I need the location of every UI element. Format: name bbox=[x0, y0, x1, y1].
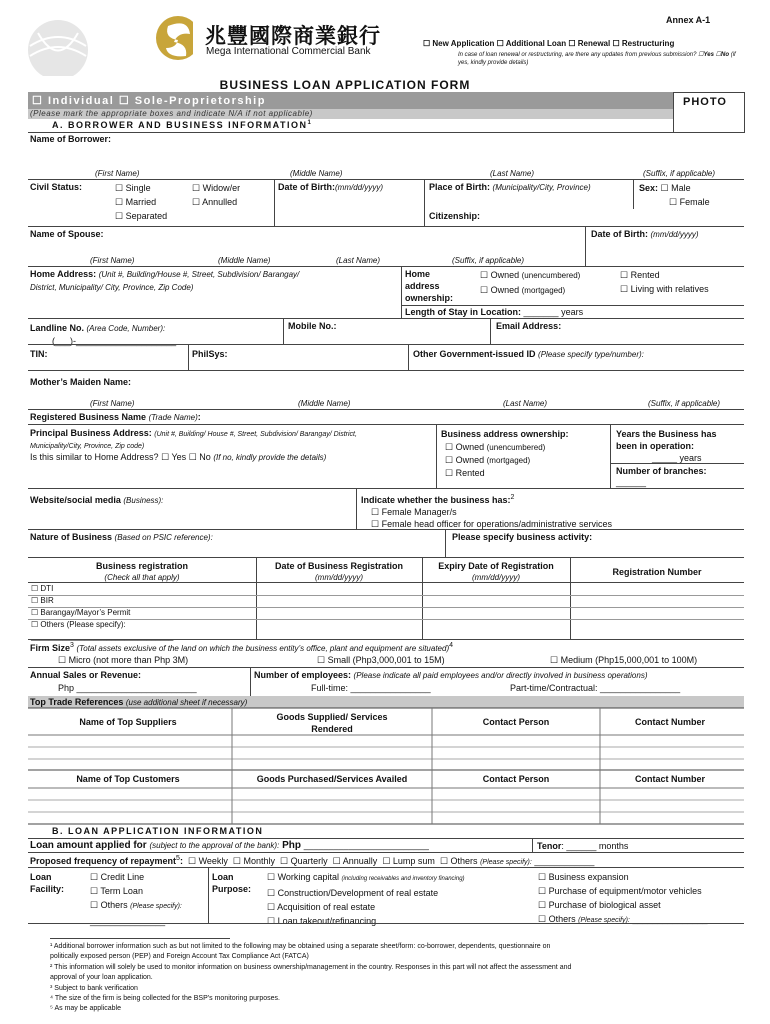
new-application-label: New Application bbox=[432, 39, 495, 48]
small-label: Small (Php3,000,001 to 15M) bbox=[327, 655, 445, 665]
loan-amount-blank[interactable]: _________________________ bbox=[303, 840, 429, 850]
no-label: No bbox=[721, 52, 730, 58]
owned-label: Owned bbox=[490, 270, 520, 280]
loan-amount-note: (subject to the approval of the bank): bbox=[149, 841, 280, 850]
tenor-field bbox=[537, 841, 628, 851]
pob-format: (Municipality/City, Province) bbox=[492, 183, 591, 192]
home-own-2: address bbox=[405, 281, 440, 291]
years-op-blank[interactable]: _____ bbox=[652, 453, 678, 463]
credit-line-label: Credit Line bbox=[100, 872, 145, 882]
goods-supplied-1: Goods Supplied/ Services bbox=[276, 712, 388, 722]
renewal-label: Renewal bbox=[577, 39, 611, 48]
date-reg-label: Date of Business Registration bbox=[274, 561, 404, 571]
purpose-others-blank[interactable]: _______________ bbox=[632, 914, 708, 924]
restructuring-label: Restructuring bbox=[621, 39, 675, 48]
years-op-label-2: been in operation: bbox=[616, 441, 695, 451]
other-id-label: Other Government-issued ID bbox=[413, 349, 536, 359]
purpose-label-2: Purpose: bbox=[212, 884, 252, 894]
rented-label: Rented bbox=[455, 468, 485, 478]
facility-others-note: (Please specify): bbox=[130, 903, 182, 910]
female-label: Female bbox=[679, 197, 710, 207]
freq-others: Others bbox=[450, 856, 478, 866]
mother-middle-caption: (Middle Name) bbox=[298, 399, 351, 408]
email-label: Email Address: bbox=[496, 321, 562, 331]
spouse-suffix-caption: (Suffix, if applicable) bbox=[452, 256, 525, 265]
tenor-label: Tenor bbox=[537, 841, 562, 851]
checkbox[interactable] bbox=[90, 900, 98, 910]
suffix-caption: (Suffix, if applicable) bbox=[643, 169, 716, 178]
footnotes bbox=[50, 942, 750, 1015]
facility-label-1: Loan bbox=[30, 872, 52, 882]
footnote-5: ⁵ As may be applicable bbox=[50, 1005, 121, 1013]
website-note: (Business): bbox=[123, 496, 164, 505]
facility-others[interactable] bbox=[90, 898, 182, 914]
footnote-2b: approval of your loan application. bbox=[50, 974, 153, 982]
dob-label: Date of Birth: bbox=[278, 182, 335, 192]
owned-note: (unencumbered) bbox=[486, 443, 546, 452]
footnote-4: ⁴ The size of the firm is being collected for the BSP’s monitoring purposes. bbox=[50, 995, 280, 1003]
dob-format: (mm/dd/yyyy) bbox=[335, 183, 383, 192]
owned-note: (unencumbered) bbox=[521, 271, 581, 280]
acquisition-label: Acquisition of real estate bbox=[277, 902, 376, 912]
length-stay-label: Length of Stay in Location: bbox=[405, 307, 521, 317]
contact-number-col-2: Contact Number bbox=[634, 774, 705, 784]
footnote-2: ² This information will solely be used to monitor information on business ownership/management in the country. Responses in this part will not affect the assessment and bbox=[50, 963, 572, 971]
sex-label: Sex: bbox=[639, 183, 659, 193]
female-mgr-label: Female Manager/s bbox=[381, 507, 457, 517]
business-ownership-label: Business address ownership: bbox=[441, 429, 569, 439]
home-own-3: ownership: bbox=[405, 293, 454, 303]
section-b-heading: B. LOAN APPLICATION INFORMATION bbox=[52, 826, 264, 836]
purpose-label-1: Loan bbox=[212, 872, 234, 882]
rule bbox=[28, 867, 744, 868]
spouse-dob-label: Date of Birth: bbox=[591, 229, 648, 239]
rule bbox=[28, 838, 744, 839]
reg-num-header: Registration Number bbox=[612, 567, 702, 577]
reg-name-label: Registered Business Name bbox=[30, 412, 147, 422]
trade-refs-label: Top Trade References bbox=[30, 697, 124, 707]
freq-annually: Annually bbox=[342, 856, 378, 866]
checkbox[interactable] bbox=[233, 856, 241, 866]
no-label: No bbox=[199, 452, 211, 462]
facility-others-label: Others bbox=[100, 900, 128, 910]
owned-label: Owned bbox=[455, 442, 485, 452]
purpose-acquisition[interactable] bbox=[267, 900, 465, 914]
years-label: years bbox=[679, 453, 702, 463]
spouse-first-caption: (First Name) bbox=[90, 256, 135, 265]
loan-amount-field bbox=[30, 840, 429, 851]
php-blank[interactable]: ________________________ bbox=[76, 683, 197, 693]
spouse-dob-format: (mm/dd/yyyy) bbox=[650, 230, 699, 239]
reg-item-label: BIR bbox=[40, 596, 54, 605]
form-title: BUSINESS LOAN APPLICATION FORM bbox=[219, 78, 471, 92]
firm-size-sup-2: 4 bbox=[449, 642, 454, 649]
rented-label: Rented bbox=[630, 270, 660, 280]
checkbox[interactable] bbox=[538, 872, 546, 882]
photo-label: PHOTO bbox=[683, 96, 727, 108]
loan-purpose-label bbox=[212, 871, 251, 895]
takeout-label: Loan takeout/refinancing bbox=[277, 916, 377, 926]
checkbox[interactable] bbox=[382, 856, 390, 866]
purpose-options-right bbox=[538, 870, 707, 928]
purpose-others-note: (Please specify): bbox=[578, 917, 630, 924]
working-capital-note: (including receivables and inventory financing) bbox=[341, 876, 465, 882]
footnote-1: ¹ Additional borrower information such as but not limited to the following may be obtained using a separate sheet/form: co-borrower, dependents, questionnaire on bbox=[50, 943, 551, 950]
goods-purchased-col: Goods Purchased/Services Availed bbox=[256, 774, 408, 784]
purpose-working-capital[interactable] bbox=[267, 870, 465, 886]
checkbox[interactable] bbox=[90, 886, 98, 896]
facility-options bbox=[90, 870, 182, 928]
branches-blank[interactable]: ______ bbox=[616, 477, 647, 487]
loan-facility-label bbox=[30, 871, 64, 895]
customers-col: Name of Top Customers bbox=[76, 774, 180, 784]
activity-label: Please specify business activity: bbox=[452, 532, 593, 542]
months-label: months bbox=[598, 841, 629, 851]
landline-label: Landline No. bbox=[30, 323, 84, 333]
no-note: (If no, kindly provide the details) bbox=[213, 453, 327, 462]
medium-label: Medium (Php15,000,001 to 100M) bbox=[560, 655, 698, 665]
checkbox[interactable] bbox=[538, 900, 546, 910]
middle-name-caption: (Middle Name) bbox=[290, 169, 343, 178]
purpose-expansion[interactable] bbox=[538, 870, 707, 884]
checkbox[interactable] bbox=[267, 916, 275, 926]
length-stay-blank[interactable]: _______ bbox=[523, 307, 559, 317]
divider bbox=[532, 838, 533, 852]
biological-label: Purchase of biological asset bbox=[548, 900, 661, 910]
mark-note: (Please mark the appropriate boxes and indicate N/A if not applicable) bbox=[30, 109, 313, 118]
trade-name-note: (Trade Name) bbox=[148, 413, 198, 422]
checkbox[interactable] bbox=[280, 856, 288, 866]
freq-lump-sum: Lump sum bbox=[392, 856, 435, 866]
facility-label-2: Facility: bbox=[30, 884, 65, 894]
nature-note: (Based on PSIC reference): bbox=[114, 533, 213, 542]
contact-person-col: Contact Person bbox=[482, 717, 550, 727]
branches-label: Number of branches: bbox=[616, 466, 707, 476]
loan-amount-label: Loan amount applied for bbox=[30, 840, 147, 851]
individual-label: Individual bbox=[47, 95, 115, 107]
mother-last-caption: (Last Name) bbox=[503, 399, 548, 408]
freq-monthly: Monthly bbox=[243, 856, 276, 866]
tin-label: TIN: bbox=[30, 349, 48, 359]
repayment-freq-field: Proposed frequency of repayment$^5$: ☐ Weekly ☐ Monthly ☐ Quarterly ☐ Annually ☐ Lump sum ☐ Others (Please specify): ____________ bbox=[30, 855, 594, 867]
section-a-sup: 1 bbox=[307, 120, 313, 126]
annulled-label: Annulled bbox=[202, 197, 238, 207]
date-reg-format: (mm/dd/yyyy) bbox=[315, 573, 363, 582]
home-address-format-2: District, Municipality/ City, Province, Zip Code) bbox=[30, 283, 194, 292]
divider bbox=[208, 867, 209, 923]
part-time-label: Part-time/Contractual: bbox=[510, 683, 598, 693]
section-a-text: A. BORROWER AND BUSINESS INFORMATION bbox=[52, 120, 308, 130]
widow-label: Widow/er bbox=[202, 183, 241, 193]
purpose-construction[interactable] bbox=[267, 886, 465, 900]
renewal-note-text: In case of loan renewal or restructuring, are there any updates from previous submission? bbox=[458, 52, 697, 58]
purpose-equipment[interactable] bbox=[538, 884, 707, 898]
male-label: Male bbox=[671, 183, 691, 193]
full-time-label: Full-time: bbox=[311, 683, 349, 693]
home-own-1: Home bbox=[405, 269, 431, 279]
facility-others-blank[interactable]: _______________ bbox=[90, 916, 166, 926]
reg-item-label: Barangay/Mayor’s Permit bbox=[40, 608, 131, 617]
micro-label: Micro (not more than Php 3M) bbox=[68, 655, 189, 665]
full-time-blank[interactable]: ________________ bbox=[350, 683, 431, 693]
reg-others-blank[interactable]: ________________________________ bbox=[31, 632, 174, 641]
additional-loan-label: Additional Loan bbox=[505, 39, 567, 48]
married-label: Married bbox=[125, 197, 157, 207]
suppliers-col: Name of Top Suppliers bbox=[79, 717, 177, 727]
freq-others-note: (Please specify): bbox=[480, 859, 532, 866]
term-loan-label: Term Loan bbox=[100, 886, 143, 896]
expiry-label: Expiry Date of Registration bbox=[438, 561, 554, 571]
sole-prop-label: Sole-Proprietorship bbox=[134, 95, 266, 107]
other-id-format: (Please specify type/number): bbox=[538, 350, 644, 359]
spouse-last-caption: (Last Name) bbox=[336, 256, 381, 265]
facility-credit-line[interactable] bbox=[90, 870, 182, 884]
indicate-label: Indicate whether the business has: bbox=[361, 495, 511, 505]
checkbox[interactable] bbox=[188, 856, 196, 866]
reg-col-note: (Check all that apply) bbox=[104, 573, 180, 582]
trade-refs-note: (use additional sheet if necessary) bbox=[125, 698, 248, 707]
home-address-label: Home Address: bbox=[30, 269, 97, 279]
landline-blank[interactable]: (___)-____________________ bbox=[52, 336, 177, 346]
bank-name-chinese: 兆豐國際商業銀行 bbox=[205, 24, 381, 48]
checkbox[interactable] bbox=[267, 872, 275, 882]
part-time-blank[interactable]: ________________ bbox=[600, 683, 681, 693]
freq-label: Proposed frequency of repayment bbox=[30, 856, 177, 866]
yes-label: Yes bbox=[171, 452, 187, 462]
freq-others-blank[interactable]: ____________ bbox=[534, 856, 595, 866]
spouse-middle-caption: (Middle Name) bbox=[218, 256, 271, 265]
yes-label: Yes bbox=[703, 52, 714, 58]
checkbox[interactable] bbox=[538, 886, 546, 896]
citizenship-label: Citizenship: bbox=[429, 211, 480, 221]
owned-mort-label: Owned bbox=[455, 455, 485, 465]
expiry-format: (mm/dd/yyyy) bbox=[472, 573, 520, 582]
footnote-separator bbox=[50, 938, 230, 939]
expansion-label: Business expansion bbox=[548, 872, 629, 882]
philsys-label: PhilSys: bbox=[192, 349, 228, 359]
mother-suffix-caption: (Suffix, if applicable) bbox=[648, 399, 721, 408]
spouse-label: Name of Spouse: bbox=[30, 229, 104, 239]
rule bbox=[28, 852, 744, 853]
checkbox[interactable] bbox=[333, 856, 341, 866]
owned-mort-label: Owned bbox=[490, 285, 520, 295]
firm-size-label: Firm Size bbox=[30, 643, 71, 653]
years-label: years bbox=[561, 307, 584, 317]
separated-label: Separated bbox=[125, 211, 168, 221]
civil-status-label: Civil Status: bbox=[30, 182, 83, 192]
equipment-label: Purchase of equipment/motor vehicles bbox=[548, 886, 702, 896]
reg-business-name-field: Registered Business Name (Trade Name): bbox=[30, 412, 201, 422]
reg-col-label: Business registration bbox=[95, 561, 189, 571]
checkbox[interactable] bbox=[267, 902, 275, 912]
pob-label: Place of Birth: bbox=[429, 182, 491, 192]
freq-sup: 5 bbox=[176, 855, 180, 862]
freq-weekly: Weekly bbox=[198, 856, 228, 866]
reg-item-label: Others (Please specify): bbox=[40, 620, 126, 629]
reg-item-label: DTI bbox=[40, 584, 54, 593]
nature-label: Nature of Business bbox=[30, 532, 113, 542]
purpose-others[interactable] bbox=[538, 912, 707, 928]
no-note: (if yes, kindly provide details) bbox=[458, 52, 736, 66]
loan-php-label: Php bbox=[282, 840, 301, 851]
footnote-3: ³ Subject to bank verification bbox=[50, 984, 138, 992]
purpose-biological[interactable] bbox=[538, 898, 707, 912]
firm-size-sup: 3 bbox=[70, 642, 74, 649]
purpose-options-left bbox=[267, 870, 465, 928]
living-rel-label: Living with relatives bbox=[630, 284, 709, 294]
last-name-caption: (Last Name) bbox=[490, 169, 535, 178]
purpose-takeout[interactable] bbox=[267, 914, 465, 928]
mobile-label: Mobile No.: bbox=[288, 321, 337, 331]
employees-note: (Please indicate all paid employees and/or directly involved in business operations) bbox=[353, 671, 648, 680]
website-label: Website/social media bbox=[30, 495, 121, 505]
working-capital-label: Working capital bbox=[277, 872, 339, 882]
goods-supplied-2: Rendered bbox=[311, 724, 353, 734]
borrower-name-label: Name of Borrower: bbox=[30, 134, 112, 144]
mother-first-caption: (First Name) bbox=[90, 399, 135, 408]
contact-person-col-2: Contact Person bbox=[482, 774, 550, 784]
years-op-label-1: Years the Business has bbox=[616, 429, 717, 439]
principal-addr-label: Principal Business Address: bbox=[30, 428, 152, 438]
checkbox[interactable] bbox=[440, 856, 448, 866]
footnote-1b: politically exposed person (PEP) and Foreign Account Tax Compliance Act (FATCA) bbox=[50, 953, 309, 961]
mother-label: Mother’s Maiden Name: bbox=[30, 377, 132, 387]
employees-label: Number of employees: bbox=[254, 670, 352, 680]
checkbox[interactable] bbox=[267, 888, 275, 898]
purpose-others-label: Others bbox=[548, 914, 576, 924]
rule bbox=[28, 923, 744, 924]
checkbox[interactable] bbox=[90, 872, 98, 882]
facility-term-loan[interactable] bbox=[90, 884, 182, 898]
tenor-blank[interactable]: : ______ bbox=[561, 841, 597, 851]
annual-sales-label: Annual Sales or Revenue: bbox=[30, 670, 142, 680]
bank-name-english: Mega International Commercial Bank bbox=[206, 46, 371, 57]
owned-mort-note: (mortgaged) bbox=[486, 456, 531, 465]
female-head-label: Female head officer for operations/administrative services bbox=[381, 519, 613, 529]
contact-number-col: Contact Number bbox=[634, 717, 705, 727]
annex-label: Annex A-1 bbox=[666, 15, 711, 25]
owned-mort-note: (mortgaged) bbox=[521, 286, 566, 295]
principal-addr-format: (Unit #, Building/ House #, Street, Subdivision/ Barangay/ District, bbox=[154, 431, 357, 438]
firm-size-note: (Total assets exclusive of the land on which the business entity’s office, plant and equipment are situated) bbox=[76, 644, 450, 653]
single-label: Single bbox=[125, 183, 151, 193]
principal-addr-format-2: Municipality/City, Province, Zip code) bbox=[30, 443, 145, 450]
home-address-format: (Unit #, Building/House #, Street, Subdivision/ Barangay/ bbox=[98, 270, 300, 279]
indicate-sup: 2 bbox=[510, 494, 515, 501]
php-label: Php bbox=[58, 683, 75, 693]
freq-quarterly: Quarterly bbox=[290, 856, 328, 866]
first-name-caption: (First Name) bbox=[95, 169, 140, 178]
similar-question: Is this similar to Home Address? bbox=[30, 452, 159, 462]
construction-label: Construction/Development of real estate bbox=[277, 888, 439, 898]
landline-format: (Area Code, Number): bbox=[86, 324, 166, 333]
